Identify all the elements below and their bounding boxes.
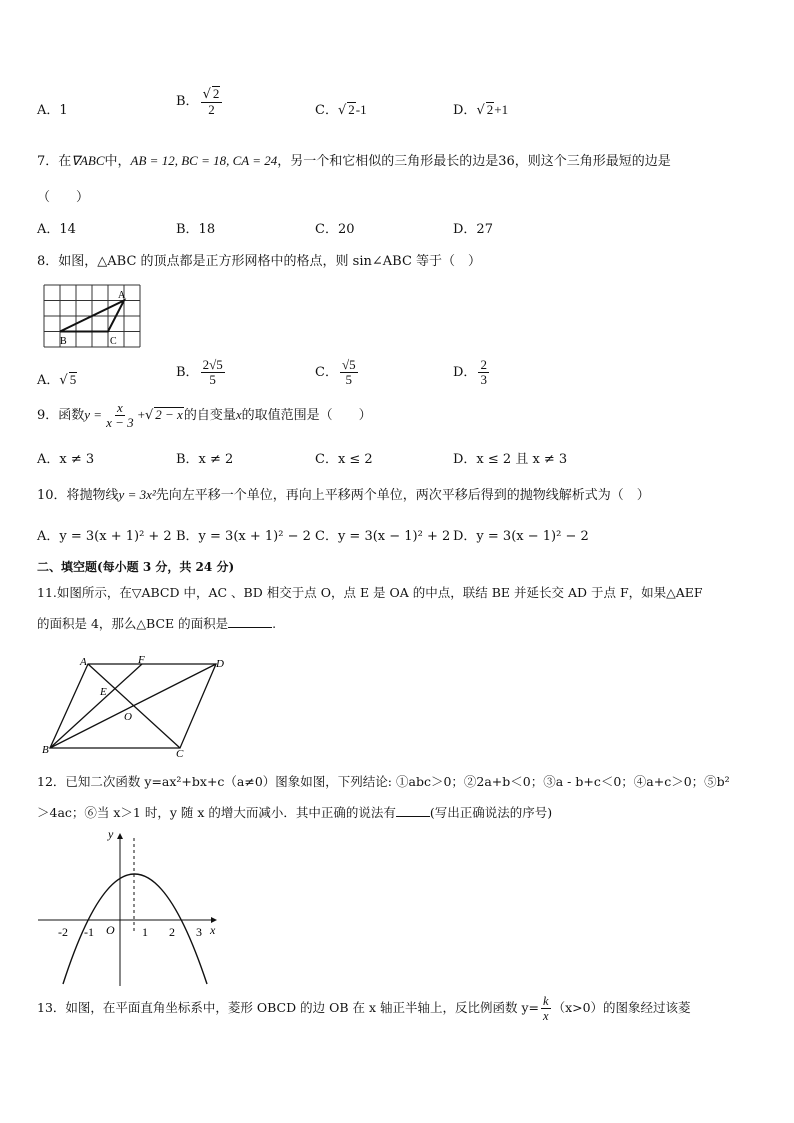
svg-text:F: F [138, 655, 145, 666]
q11-parallelogram-figure [38, 655, 228, 760]
q12-line1: 12．已知二次函数 y=ax²+bx+c（a≠0）图象如图，下列结论: ①abc＞0；②2a+b＜0；③a - b+c＜0；④a+c＞0；⑤b² [37, 774, 730, 789]
q7-option-c: C．20 [315, 222, 355, 237]
q10-stem: 10．将抛物线y = 3x²先向左平移一个单位，再向上平移两个单位，两次平移后得到的抛物线解析式为（ ） [37, 487, 650, 503]
q6-option-b: B． $\frac{√ 2}{2}$ [176, 86, 224, 117]
q11-line2: 的面积是 4，那么△BCE 的面积是 . [37, 616, 277, 631]
q10-option-c: C．y = 3(x − 1)² + 2 [315, 529, 451, 544]
q11-answer-blank [228, 627, 272, 628]
svg-text:-1: -1 [84, 925, 94, 939]
q10-option-b: B．y = 3(x + 1)² − 2 [176, 529, 311, 544]
q8-option-d: D． $\frac{2}{3}$ [453, 357, 487, 387]
q7-option-a: A．14 [37, 222, 76, 237]
svg-text:-2: -2 [58, 925, 68, 939]
q12-answer-blank [396, 816, 430, 817]
svg-text:y: y [108, 827, 114, 841]
svg-text:B: B [42, 744, 49, 756]
q8-option-a: A．√ 5 [37, 372, 77, 388]
q6-option-c: C．√ 2-1 [315, 102, 367, 118]
svg-text:C: C [176, 748, 184, 760]
q8-grid-figure [42, 283, 146, 349]
q8-option-b: B． $\frac{2√5}{5}$ [176, 357, 223, 387]
q10-option-d: D．y = 3(x − 1)² − 2 [453, 529, 589, 544]
svg-text:2: 2 [169, 925, 175, 939]
q9-stem: 9．函数y = $\frac{x}{x - 3}$ +√ 2 − x的自变量x的取值范围是（ ） [37, 400, 372, 430]
q12-parabola-figure [36, 824, 222, 990]
label-b: B [60, 336, 67, 347]
svg-text:E: E [100, 686, 107, 698]
q6-option-d: D．√ 2+1 [453, 102, 509, 118]
svg-text:O: O [106, 923, 115, 937]
label-c: C [110, 336, 117, 347]
q8-stem: 8．如图，△ABC 的顶点都是正方形网格中的格点，则 sin∠ABC 等于（ ） [37, 254, 482, 269]
q8-option-c: C． $\frac{√5}{5}$ [315, 357, 356, 387]
q12-line2: ＞4ac；⑥当 x＞1 时，y 随 x 的增大而减小．其中正确的说法有 (写出正确说法的序号) [37, 805, 553, 820]
q7-paren: （ ） [37, 190, 90, 205]
q7-option-d: D．27 [453, 222, 493, 237]
q7-stem: 7．在∇ABC中，AB = 12, BC = 18, CA = 24，另一个和它相似的三角形最长的边是36，则这个三角形最短的边是 [37, 153, 671, 169]
q6-option-a: A．1 [37, 103, 68, 118]
section-title: 二、填空题(每小题 3 分，共 24 分) [37, 560, 235, 574]
q11-line1: 11.如图所示，在▽ABCD 中，AC 、BD 相交于点 O，点 E 是 OA 的中点，联结 BE 并延长交 AD 于点 F，如果△AEF [37, 585, 703, 600]
label-a: A [118, 290, 126, 301]
q13-stem: 13．如图，在平面直角坐标系中，菱形 OBCD 的边 OB 在 x 轴正半轴上，反比例函数 y= $\frac{k}{x}$ （x>0）的图象经过该菱 [37, 994, 691, 1023]
svg-text:3: 3 [196, 925, 202, 939]
svg-text:D: D [216, 658, 224, 670]
q9-option-c: C．x ≤ 2 [315, 452, 373, 467]
q7-option-b: B．18 [176, 222, 216, 237]
svg-text:A: A [80, 656, 87, 668]
q9-option-b: B．x ≠ 2 [176, 452, 234, 467]
q9-option-d: D．x ≤ 2 且 x ≠ 3 [453, 452, 568, 467]
q9-option-a: A．x ≠ 3 [37, 452, 95, 467]
svg-text:O: O [124, 711, 132, 723]
q10-option-a: A．y = 3(x + 1)² + 2 [37, 529, 172, 544]
svg-text:1: 1 [142, 925, 148, 939]
svg-text:x: x [210, 923, 216, 937]
